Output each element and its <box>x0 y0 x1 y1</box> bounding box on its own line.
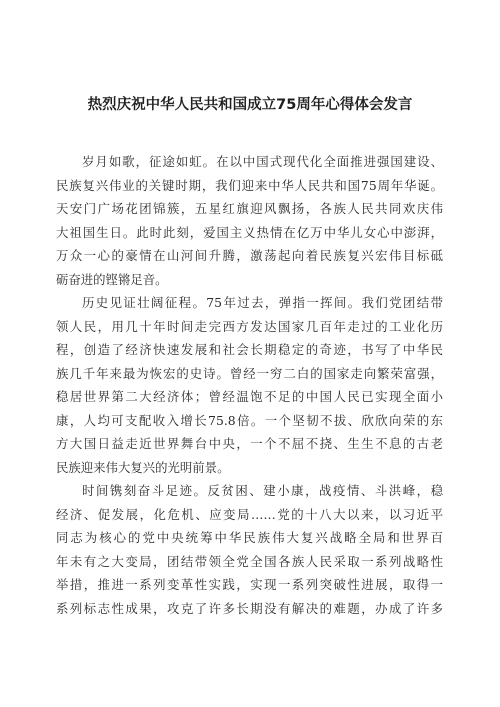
text-line: 时间镌刻奋斗足迹。反贫困、建小康，战疫情、斗洪峰，稳 <box>82 483 443 498</box>
text-line: 民族复兴伟业的关键时期，我们迎来中华人民共和国75周年华诞。 <box>56 177 443 193</box>
text-line: 稳居世界第二大经济体；曾经温饱不足的中国人民已实现全面小 <box>56 389 443 404</box>
document-body <box>56 150 443 620</box>
text-line: 领人民，用几十年时间走完西方发达国家几百年走过的工业化历 <box>56 318 443 334</box>
text-line: 族几千年来最为恢宏的史诗。曾经一穷二白的国家走向繁荣富强， <box>56 365 443 381</box>
paragraph-2 <box>56 291 443 479</box>
text-line: 举措，推进一系列变革性实践，实现一系列突破性进展，取得一 <box>56 577 443 592</box>
text-line: 大祖国生日。此时此刻，爱国主义热情在亿万中华儿女心中澎湃， <box>56 224 443 240</box>
text-line: 同志为核心的党中央统筹中华民族伟大复兴战略全局和世界百 <box>56 530 443 545</box>
text-line: 方大国日益走近世界舞台中央，一个不屈不挠、生生不息的古老 <box>56 436 443 451</box>
text-line: 岁月如歌，征途如虹。在以中国式现代化全面推进强国建设、 <box>82 154 443 169</box>
text-line: 经济、促发展，化危机、应变局……党的十八大以来，以习近平 <box>56 506 443 522</box>
text-line: 年未有之大变局，团结带领全党全国各族人民采取一系列战略性 <box>56 553 443 569</box>
document-title: 热烈庆祝中华人民共和国成立75周年心得体会发言 <box>87 97 413 113</box>
text-line: 程，创造了经济快速发展和社会长期稳定的奇迹，书写了中华民 <box>56 342 443 357</box>
paragraph-3 <box>56 479 443 620</box>
text-line: 历史见证壮阔征程。75年过去，弹指一挥间。我们党团结带 <box>82 295 443 310</box>
paragraph-1 <box>56 150 443 291</box>
text-line: 万众一心的豪情在山河间升腾，激荡起向着民族复兴宏伟目标砥 <box>56 248 443 263</box>
text-line: 康，人均可支配收入增长75.8倍。一个坚韧不拔、欣欣向荣的东 <box>56 412 443 428</box>
text-line: 系列标志性成果，攻克了许多长期没有解决的难题，办成了许多 <box>56 600 443 616</box>
text-line: 天安门广场花团锦簇，五星红旗迎风飘扬，各族人民共同欢庆伟 <box>56 201 443 216</box>
text-line: 民族迎来伟大复兴的光明前景。 <box>56 459 230 475</box>
text-line: 砺奋进的铿锵足音。 <box>56 271 168 287</box>
